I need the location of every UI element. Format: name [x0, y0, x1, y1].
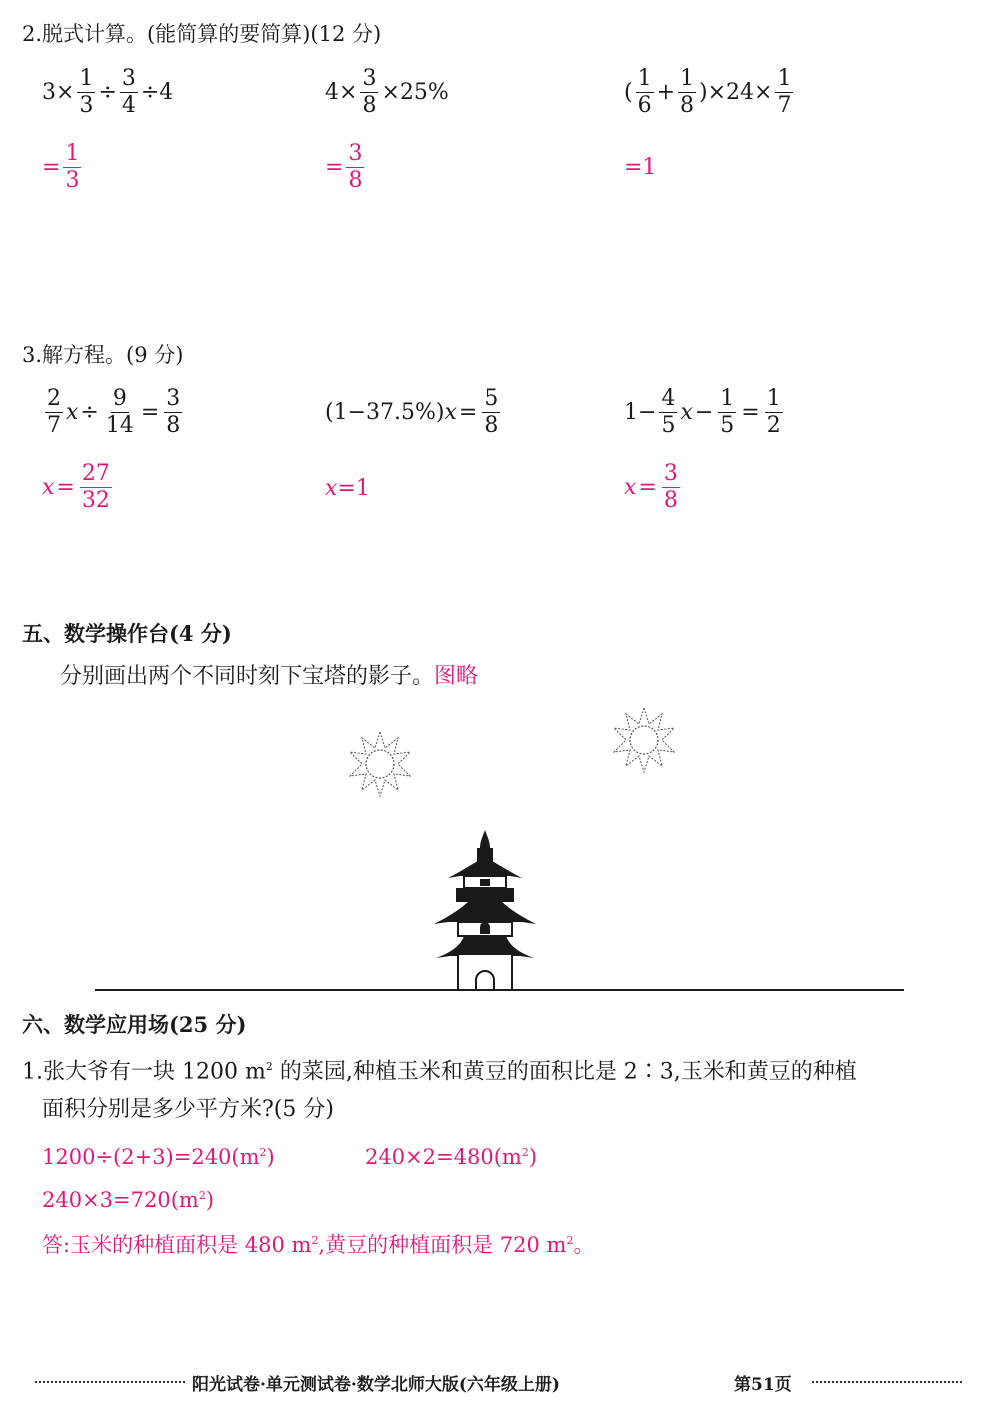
equation-answer-3: x = $\frac{3}{8}$ [624, 461, 678, 513]
section-6-heading: 六、数学应用场(25 分) [22, 1012, 247, 1037]
section-5-heading: 五、数学操作台(4 分) [22, 621, 232, 646]
equation-2: (1−37.5%) x = $\frac{5}{8}$ [325, 386, 499, 438]
solution-step-2: $240\times 2=480(m^2)$ [365, 1145, 538, 1169]
section-2-heading: 2.脱式计算。(能简算的要简算)(12 分) [22, 22, 382, 46]
section-5-instruction [60, 665, 478, 689]
footer-title: 阳光试卷·单元测试卷·数学北师大版(六年级上册) [192, 1375, 560, 1395]
instruction-text: 分别画出两个不同时刻下宝塔的影子。 [60, 664, 435, 689]
calc-problem-3: ( $\frac{1}{6}$ + $\frac{1}{8}$ )×24× $\frac{1}{7}$ [624, 66, 792, 118]
section-3-heading: 3.解方程。(9 分) [22, 343, 184, 367]
ground-line [95, 989, 904, 991]
solution-answer: 答:玉米的种植面积是 480 $m^2$,黄豆的种植面积是 720 $m^2$。 [42, 1233, 595, 1257]
footer-dots-right [812, 1381, 962, 1383]
equation-answer-2: x =1 [325, 476, 370, 501]
instruction-answer: 图略 [434, 664, 479, 689]
footer-page-number: 第51页 [734, 1375, 792, 1395]
calc-answer-3: =1 [624, 155, 657, 180]
solution-step-3: $240\times 3=720(m^2)$ [42, 1188, 215, 1212]
sun-icon [610, 706, 678, 774]
equation-3: 1− $\frac{4}{5}$ x − $\frac{1}{5}$ = $\frac{1}{2}$ [624, 386, 781, 438]
equation-1: $\frac{2}{7}$ x ÷ $\frac{9}{14}$ = $\frac{3}{8}$ [47, 386, 181, 438]
calc-answer-2: = $\frac{3}{8}$ [325, 141, 363, 193]
footer-dots-left [35, 1381, 185, 1383]
sun-icon [346, 730, 414, 798]
calc-problem-2: 4× $\frac{3}{8}$ ×25% [325, 66, 449, 118]
pagoda-icon [430, 828, 540, 992]
solution-step-1: $1200\div(2+3)=240(m^2)$ [42, 1145, 275, 1169]
calc-problem-1: 3× $\frac{1}{3}$ ÷ $\frac{3}{4}$ ÷4 [42, 66, 174, 118]
question-1-line-1: 1.张大爷有一块 1200 $m^2$ 的菜园,种植玉米和黄豆的面积比是 2∶3,玉米和黄豆的种植 [22, 1059, 857, 1085]
equation-answer-1: x = $\frac{27}{32}$ [42, 461, 110, 513]
question-1-line-2: 面积分别是多少平方米?(5 分) [42, 1097, 334, 1122]
calc-answer-1: = $\frac{1}{3}$ [42, 141, 80, 193]
